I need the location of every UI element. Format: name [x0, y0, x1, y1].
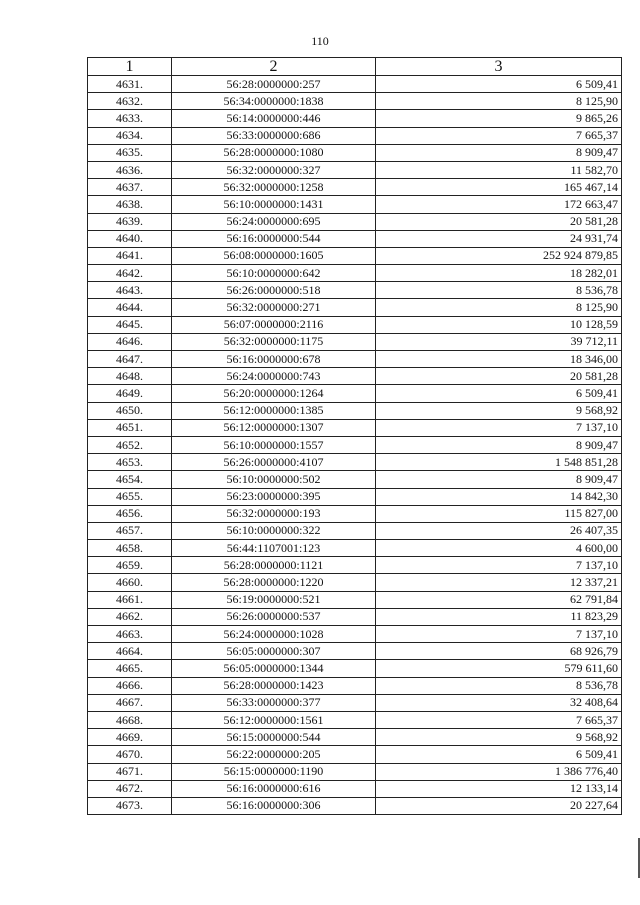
- cadastral-number-cell: 56:16:0000000:616: [172, 780, 376, 797]
- amount-cell: 9 568,92: [376, 402, 622, 419]
- column-header-1: 1: [88, 58, 172, 76]
- table-row: [88, 505, 622, 522]
- row-number-cell: 4633.: [88, 110, 172, 127]
- row-number-cell: 4666.: [88, 677, 172, 694]
- amount-cell: 7 665,37: [376, 127, 622, 144]
- table-row: [88, 316, 622, 333]
- table-row: [88, 557, 622, 574]
- column-header-2: 2: [172, 58, 376, 76]
- amount-cell: 4 600,00: [376, 540, 622, 557]
- table-row: [88, 333, 622, 350]
- table-row: [88, 797, 622, 814]
- row-number-cell: 4673.: [88, 797, 172, 814]
- cadastral-number-cell: 56:23:0000000:395: [172, 488, 376, 505]
- amount-cell: 9 865,26: [376, 110, 622, 127]
- cadastral-number-cell: 56:32:0000000:193: [172, 505, 376, 522]
- registry-table: [87, 57, 622, 815]
- amount-cell: 68 926,79: [376, 643, 622, 660]
- amount-cell: 32 408,64: [376, 694, 622, 711]
- table-row: [88, 729, 622, 746]
- table-row: [88, 230, 622, 247]
- amount-cell: 8 125,90: [376, 93, 622, 110]
- table-row: [88, 351, 622, 368]
- amount-cell: 10 128,59: [376, 316, 622, 333]
- row-number-cell: 4656.: [88, 505, 172, 522]
- amount-cell: 165 467,14: [376, 179, 622, 196]
- amount-cell: 1 386 776,40: [376, 763, 622, 780]
- table-row: [88, 677, 622, 694]
- cadastral-number-cell: 56:10:0000000:642: [172, 265, 376, 282]
- row-number-cell: 4640.: [88, 230, 172, 247]
- amount-cell: 8 125,90: [376, 299, 622, 316]
- amount-cell: 7 137,10: [376, 626, 622, 643]
- table-row: [88, 763, 622, 780]
- row-number-cell: 4631.: [88, 76, 172, 93]
- amount-cell: 8 536,78: [376, 677, 622, 694]
- row-number-cell: 4636.: [88, 161, 172, 178]
- amount-cell: 20 581,28: [376, 368, 622, 385]
- row-number-cell: 4653.: [88, 454, 172, 471]
- row-number-cell: 4648.: [88, 368, 172, 385]
- column-header-3: 3: [376, 58, 622, 76]
- table-row: [88, 454, 622, 471]
- cadastral-number-cell: 56:19:0000000:521: [172, 591, 376, 608]
- row-number-cell: 4664.: [88, 643, 172, 660]
- row-number-cell: 4635.: [88, 144, 172, 161]
- cadastral-number-cell: 56:14:0000000:446: [172, 110, 376, 127]
- amount-cell: 579 611,60: [376, 660, 622, 677]
- row-number-cell: 4647.: [88, 351, 172, 368]
- table-row: [88, 711, 622, 728]
- row-number-cell: 4632.: [88, 93, 172, 110]
- row-number-cell: 4672.: [88, 780, 172, 797]
- amount-cell: 14 842,30: [376, 488, 622, 505]
- table-row: [88, 385, 622, 402]
- table-row: [88, 780, 622, 797]
- table-row: [88, 76, 622, 93]
- cadastral-number-cell: 56:44:1107001:123: [172, 540, 376, 557]
- amount-cell: 252 924 879,85: [376, 247, 622, 264]
- table-row: [88, 626, 622, 643]
- table-row: [88, 247, 622, 264]
- row-number-cell: 4665.: [88, 660, 172, 677]
- cadastral-number-cell: 56:20:0000000:1264: [172, 385, 376, 402]
- table-row: [88, 694, 622, 711]
- cadastral-number-cell: 56:12:0000000:1561: [172, 711, 376, 728]
- table-row: [88, 574, 622, 591]
- row-number-cell: 4670.: [88, 746, 172, 763]
- table-row: [88, 282, 622, 299]
- row-number-cell: 4649.: [88, 385, 172, 402]
- cadastral-number-cell: 56:05:0000000:1344: [172, 660, 376, 677]
- row-number-cell: 4642.: [88, 265, 172, 282]
- table-row: [88, 746, 622, 763]
- row-number-cell: 4662.: [88, 608, 172, 625]
- amount-cell: 11 582,70: [376, 161, 622, 178]
- row-number-cell: 4669.: [88, 729, 172, 746]
- row-number-cell: 4654.: [88, 471, 172, 488]
- table-row: [88, 660, 622, 677]
- cadastral-number-cell: 56:26:0000000:4107: [172, 454, 376, 471]
- cadastral-number-cell: 56:33:0000000:686: [172, 127, 376, 144]
- table-row: [88, 144, 622, 161]
- table-row: [88, 436, 622, 453]
- table-row: [88, 161, 622, 178]
- row-number-cell: 4646.: [88, 333, 172, 350]
- cadastral-number-cell: 56:28:0000000:257: [172, 76, 376, 93]
- cadastral-number-cell: 56:10:0000000:1431: [172, 196, 376, 213]
- cadastral-number-cell: 56:08:0000000:1605: [172, 247, 376, 264]
- cadastral-number-cell: 56:15:0000000:1190: [172, 763, 376, 780]
- row-number-cell: 4661.: [88, 591, 172, 608]
- cadastral-number-cell: 56:15:0000000:544: [172, 729, 376, 746]
- table-row: [88, 608, 622, 625]
- page-number: 110: [311, 34, 329, 48]
- cadastral-number-cell: 56:28:0000000:1121: [172, 557, 376, 574]
- row-number-cell: 4655.: [88, 488, 172, 505]
- amount-cell: 18 346,00: [376, 351, 622, 368]
- row-number-cell: 4667.: [88, 694, 172, 711]
- header-row: [88, 58, 622, 76]
- table-row: [88, 368, 622, 385]
- amount-cell: 1 548 851,28: [376, 454, 622, 471]
- cadastral-number-cell: 56:34:0000000:1838: [172, 93, 376, 110]
- cadastral-number-cell: 56:12:0000000:1307: [172, 419, 376, 436]
- cadastral-number-cell: 56:05:0000000:307: [172, 643, 376, 660]
- table-row: [88, 402, 622, 419]
- row-number-cell: 4668.: [88, 711, 172, 728]
- table-row: [88, 643, 622, 660]
- table-row: [88, 93, 622, 110]
- cadastral-number-cell: 56:33:0000000:377: [172, 694, 376, 711]
- row-number-cell: 4638.: [88, 196, 172, 213]
- amount-cell: 172 663,47: [376, 196, 622, 213]
- row-number-cell: 4658.: [88, 540, 172, 557]
- cadastral-number-cell: 56:24:0000000:1028: [172, 626, 376, 643]
- row-number-cell: 4643.: [88, 282, 172, 299]
- row-number-cell: 4641.: [88, 247, 172, 264]
- amount-cell: 20 581,28: [376, 213, 622, 230]
- amount-cell: 11 823,29: [376, 608, 622, 625]
- amount-cell: 6 509,41: [376, 385, 622, 402]
- table-row: [88, 591, 622, 608]
- cadastral-number-cell: 56:16:0000000:544: [172, 230, 376, 247]
- row-number-cell: 4659.: [88, 557, 172, 574]
- amount-cell: 18 282,01: [376, 265, 622, 282]
- row-number-cell: 4660.: [88, 574, 172, 591]
- amount-cell: 7 137,10: [376, 557, 622, 574]
- amount-cell: 8 909,47: [376, 471, 622, 488]
- table-row: [88, 540, 622, 557]
- cadastral-number-cell: 56:07:0000000:2116: [172, 316, 376, 333]
- cadastral-number-cell: 56:16:0000000:678: [172, 351, 376, 368]
- row-number-cell: 4657.: [88, 522, 172, 539]
- row-number-cell: 4652.: [88, 436, 172, 453]
- amount-cell: 115 827,00: [376, 505, 622, 522]
- table-row: [88, 196, 622, 213]
- table-row: [88, 522, 622, 539]
- table-row: [88, 419, 622, 436]
- cadastral-number-cell: 56:32:0000000:327: [172, 161, 376, 178]
- row-number-cell: 4650.: [88, 402, 172, 419]
- amount-cell: 12 133,14: [376, 780, 622, 797]
- amount-cell: 7 137,10: [376, 419, 622, 436]
- cadastral-number-cell: 56:28:0000000:1080: [172, 144, 376, 161]
- table-row: [88, 299, 622, 316]
- row-number-cell: 4634.: [88, 127, 172, 144]
- table-row: [88, 179, 622, 196]
- amount-cell: 8 909,47: [376, 436, 622, 453]
- table-row: [88, 471, 622, 488]
- cadastral-number-cell: 56:10:0000000:322: [172, 522, 376, 539]
- amount-cell: 6 509,41: [376, 746, 622, 763]
- cadastral-number-cell: 56:22:0000000:205: [172, 746, 376, 763]
- row-number-cell: 4651.: [88, 419, 172, 436]
- cadastral-number-cell: 56:28:0000000:1220: [172, 574, 376, 591]
- table-row: [88, 127, 622, 144]
- row-number-cell: 4637.: [88, 179, 172, 196]
- row-number-cell: 4639.: [88, 213, 172, 230]
- table-row: [88, 213, 622, 230]
- cadastral-number-cell: 56:24:0000000:743: [172, 368, 376, 385]
- cadastral-number-cell: 56:10:0000000:1557: [172, 436, 376, 453]
- cadastral-number-cell: 56:10:0000000:502: [172, 471, 376, 488]
- cadastral-number-cell: 56:16:0000000:306: [172, 797, 376, 814]
- amount-cell: 62 791,84: [376, 591, 622, 608]
- row-number-cell: 4663.: [88, 626, 172, 643]
- cadastral-number-cell: 56:26:0000000:518: [172, 282, 376, 299]
- amount-cell: 39 712,11: [376, 333, 622, 350]
- row-number-cell: 4671.: [88, 763, 172, 780]
- cadastral-number-cell: 56:26:0000000:537: [172, 608, 376, 625]
- table-row: [88, 110, 622, 127]
- cadastral-number-cell: 56:32:0000000:1258: [172, 179, 376, 196]
- row-number-cell: 4644.: [88, 299, 172, 316]
- amount-cell: 6 509,41: [376, 76, 622, 93]
- table-body: [88, 76, 622, 815]
- amount-cell: 8 909,47: [376, 144, 622, 161]
- amount-cell: 20 227,64: [376, 797, 622, 814]
- row-number-cell: 4645.: [88, 316, 172, 333]
- cadastral-number-cell: 56:32:0000000:1175: [172, 333, 376, 350]
- cadastral-number-cell: 56:24:0000000:695: [172, 213, 376, 230]
- amount-cell: 7 665,37: [376, 711, 622, 728]
- amount-cell: 8 536,78: [376, 282, 622, 299]
- amount-cell: 24 931,74: [376, 230, 622, 247]
- amount-cell: 9 568,92: [376, 729, 622, 746]
- cadastral-number-cell: 56:32:0000000:271: [172, 299, 376, 316]
- table-row: [88, 488, 622, 505]
- amount-cell: 26 407,35: [376, 522, 622, 539]
- amount-cell: 12 337,21: [376, 574, 622, 591]
- cadastral-number-cell: 56:12:0000000:1385: [172, 402, 376, 419]
- table-row: [88, 265, 622, 282]
- cadastral-number-cell: 56:28:0000000:1423: [172, 677, 376, 694]
